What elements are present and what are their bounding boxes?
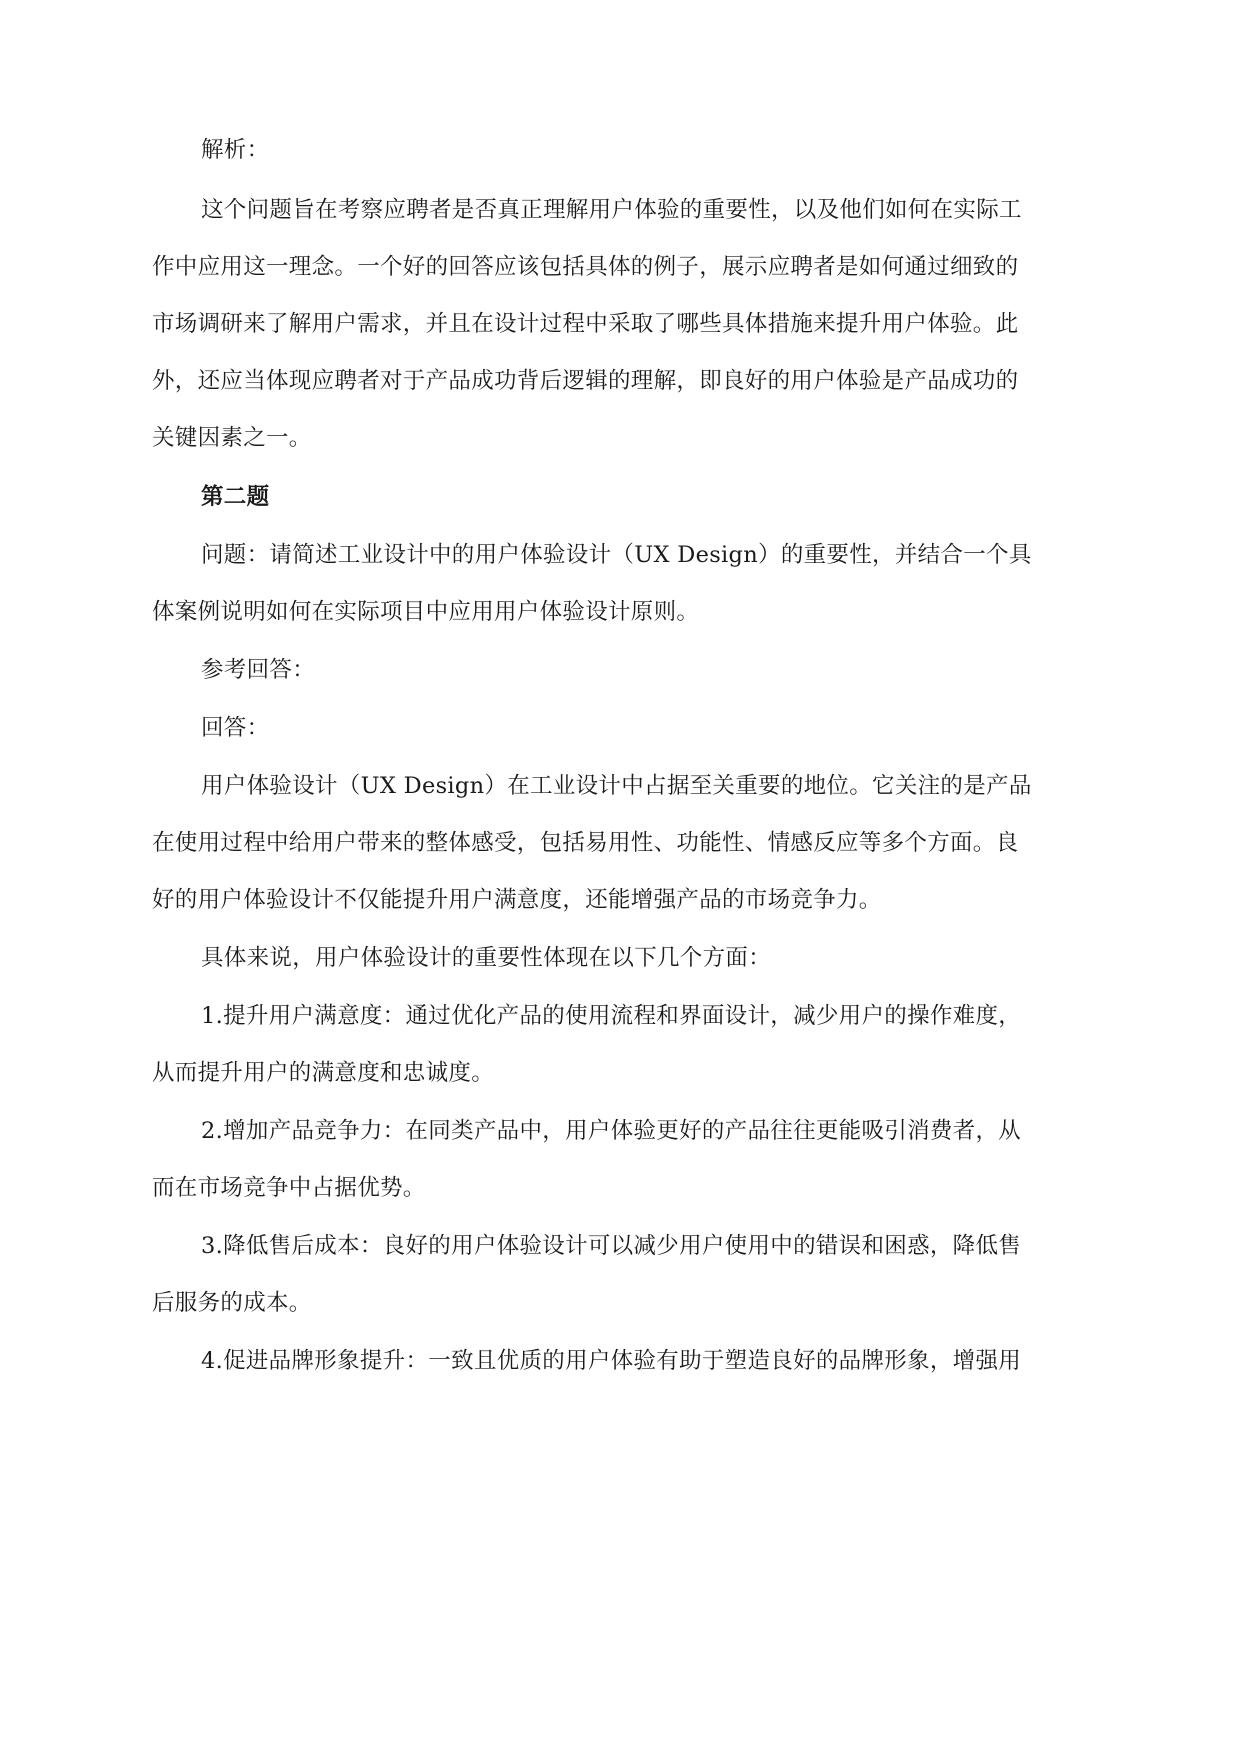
reference-answer-label: 参考回答： <box>201 657 316 683</box>
analysis-line-3: 市场调研来了解用户需求，并且在设计过程中采取了哪些具体措施来提升用户体验。此 <box>152 311 1019 337</box>
analysis-line-1: 这个问题旨在考察应聘者是否真正理解用户体验的重要性，以及他们如何在实际工 <box>201 197 1022 223</box>
analysis-line-4: 外，还应当体现应聘者对于产品成功背后逻辑的理解，即良好的用户体验是产品成功的 <box>152 368 1019 394</box>
answer-intro-line-3: 好的用户体验设计不仅能提升用户满意度，还能增强产品的市场竞争力。 <box>152 887 882 913</box>
analysis-line-5: 关键因素之一。 <box>152 425 312 451</box>
question-line-1: 问题：请简述工业设计中的用户体验设计（UX Design）的重要性，并结合一个具 <box>201 542 1032 568</box>
answer-intro-line-1: 用户体验设计（UX Design）在工业设计中占据至关重要的地位。它关注的是产品 <box>201 773 1032 799</box>
importance-intro: 具体来说，用户体验设计的重要性体现在以下几个方面： <box>201 945 772 971</box>
point-3-line-2: 后服务的成本。 <box>152 1290 312 1316</box>
point-1-line-2: 从而提升用户的满意度和忠诚度。 <box>152 1060 495 1086</box>
analysis-heading: 解析： <box>201 137 270 163</box>
point-1-line-1: 1.提升用户满意度：通过优化产品的使用流程和界面设计，减少用户的操作难度， <box>201 1003 1022 1029</box>
answer-label: 回答： <box>201 715 270 741</box>
analysis-line-2: 作中应用这一理念。一个好的回答应该包括具体的例子，展示应聘者是如何通过细致的 <box>152 254 1019 280</box>
point-2-line-2: 而在市场竞争中占据优势。 <box>152 1175 426 1201</box>
section-title: 第二题 <box>201 484 270 510</box>
point-3-line-1: 3.降低售后成本：良好的用户体验设计可以减少用户使用中的错误和困惑，降低售 <box>201 1233 1022 1259</box>
answer-intro-line-2: 在使用过程中给用户带来的整体感受，包括易用性、功能性、情感反应等多个方面。良 <box>152 830 1019 856</box>
point-4-line-1: 4.促进品牌形象提升：一致且优质的用户体验有助于塑造良好的品牌形象，增强用 <box>201 1348 1022 1374</box>
point-2-line-1: 2.增加产品竞争力：在同类产品中，用户体验更好的产品往往更能吸引消费者，从 <box>201 1118 1022 1144</box>
question-line-2: 体案例说明如何在实际项目中应用用户体验设计原则。 <box>152 599 700 625</box>
